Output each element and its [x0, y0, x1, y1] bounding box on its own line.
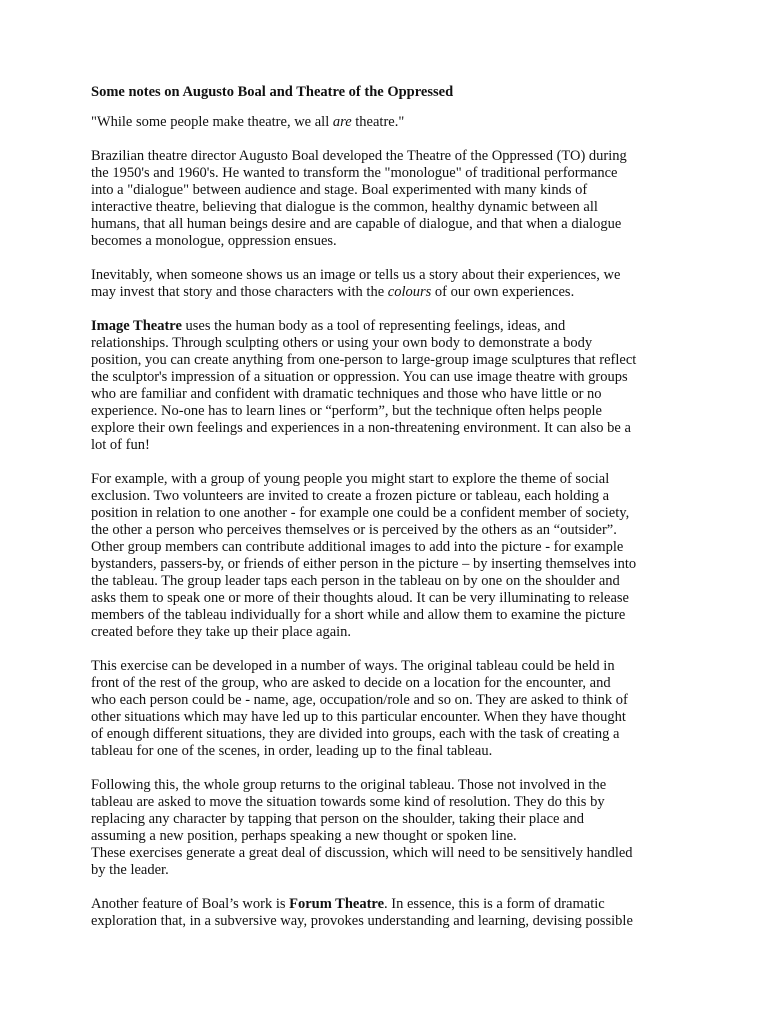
text-line: of enough different situations, they are divided into groups, each with the task of creating a	[91, 726, 620, 742]
quote-emphasis: are	[332, 114, 352, 130]
text-line: exploration that, in a subversive way, provokes understanding and learning, devising possible	[91, 913, 633, 929]
forum-theatre-heading: Forum Theatre	[289, 896, 385, 912]
text-line: position in relation to one another - for example one could be a confident member of society,	[91, 505, 630, 521]
text-line: Inevitably, when someone shows us an image or tells us a story about their experiences, we	[91, 267, 621, 283]
text-line: experience. No-one has to learn lines or “perform”, but the technique often helps people	[91, 403, 602, 419]
text-line: Following this, the whole group returns to the original tableau. Those not involved in the	[91, 777, 607, 793]
text-line: For example, with a group of young people you might start to explore the theme of social	[91, 471, 610, 487]
paragraph-forum-theatre	[91, 896, 681, 930]
text-line: replacing any character by tapping that person on the shoulder, taking their place and	[91, 811, 585, 827]
text-line: interactive theatre, believing that dialogue is the common, healthy dynamic between all	[91, 199, 598, 215]
text-line: lot of fun!	[91, 437, 150, 453]
text-segment: may invest that story and those characters with the	[91, 284, 388, 300]
text-segment: . In essence, this is a form of dramatic	[384, 896, 605, 912]
text-line: members of the tableau individually for a short while and allow them to examine the picture	[91, 607, 626, 623]
paragraph-colours	[91, 267, 681, 301]
text-line: This exercise can be developed in a number of ways. The original tableau could be held in	[91, 658, 615, 674]
quote-text-start: "While some people make theatre, we all	[91, 114, 333, 130]
text-line: assuming a new position, perhaps speaking a new thought or spoken line.	[91, 828, 517, 844]
text-line: Other group members can contribute additional images to add into the picture - for example	[91, 539, 624, 555]
text-line: Brazilian theatre director Augusto Boal developed the Theatre of the Oppressed (TO) during	[91, 148, 627, 164]
text-line: position, you can create anything from one-person to large-group image sculptures that reflect	[91, 352, 637, 368]
text-line: into a "dialogue" between audience and stage. Boal experimented with many kinds of	[91, 182, 588, 198]
text-line: tableau for one of the scenes, in order, leading up to the final tableau.	[91, 743, 493, 759]
text-segment: of our own experiences.	[431, 284, 575, 300]
text-line	[91, 896, 681, 913]
text-line: the 1950's and 1960's. He wanted to transform the "monologue" of traditional performance	[91, 165, 618, 181]
text-line: relationships. Through sculpting others or using your own body to demonstrate a body	[91, 335, 593, 351]
text-line	[91, 284, 681, 301]
text-line: becomes a monologue, oppression ensues.	[91, 233, 337, 249]
document-page	[91, 84, 681, 947]
text-line: front of the rest of the group, who are asked to decide on a location for the encounter, and	[91, 675, 611, 691]
text-line: tableau are asked to move the situation towards some kind of resolution. They do this by	[91, 794, 605, 810]
text-line: created before they take up their place again.	[91, 624, 352, 640]
text-line: explore their own feelings and experiences in a non-threatening environment. It can also be a	[91, 420, 631, 436]
text-line: by the leader.	[91, 862, 169, 878]
text-line: other situations which may have led up to this particular encounter. When they have thought	[91, 709, 626, 725]
document-title: Some notes on Augusto Boal and Theatre of the Oppressed	[91, 84, 454, 100]
text-line: the sculptor's impression of a situation or oppression. You can use image theatre with groups	[91, 369, 628, 385]
text-line: These exercises generate a great deal of discussion, which will need to be sensitively handled	[91, 845, 633, 861]
paragraph-exercise-development	[91, 658, 681, 760]
text-line: the other a person who perceives themselves or is perceived by the others as an “outsider”.	[91, 522, 617, 538]
text-line	[91, 318, 681, 335]
text-segment: uses the human body as a tool of representing feelings, ideas, and	[181, 318, 566, 334]
text-line: asks them to speak one or more of their thoughts aloud. It can be very illuminating to release	[91, 590, 629, 606]
text-segment: Another feature of Boal’s work is	[91, 896, 290, 912]
text-line: who each person could be - name, age, occupation/role and so on. They are asked to think of	[91, 692, 628, 708]
paragraph-resolution	[91, 777, 681, 845]
image-theatre-heading: Image Theatre	[91, 318, 182, 334]
text-line: bystanders, passers-by, or friends of either person in the picture – by inserting themselves into	[91, 556, 637, 572]
text-line: who are familiar and confident with dramatic techniques and those who have little or no	[91, 386, 602, 402]
paragraph-example	[91, 471, 681, 641]
paragraph-boal-intro	[91, 148, 681, 250]
quote-text-end: theatre."	[351, 114, 405, 130]
colours-emphasis: colours	[387, 284, 432, 300]
paragraph-image-theatre	[91, 318, 681, 454]
paragraph-discussion	[91, 845, 681, 879]
text-line: humans, that all human beings desire and are capable of dialogue, and that when a dialogue	[91, 216, 622, 232]
text-line: exclusion. Two volunteers are invited to create a frozen picture or tableau, each holding a	[91, 488, 610, 504]
text-line: the tableau. The group leader taps each person in the tableau on by one on the shoulder and	[91, 573, 620, 589]
opening-quote	[91, 114, 681, 131]
